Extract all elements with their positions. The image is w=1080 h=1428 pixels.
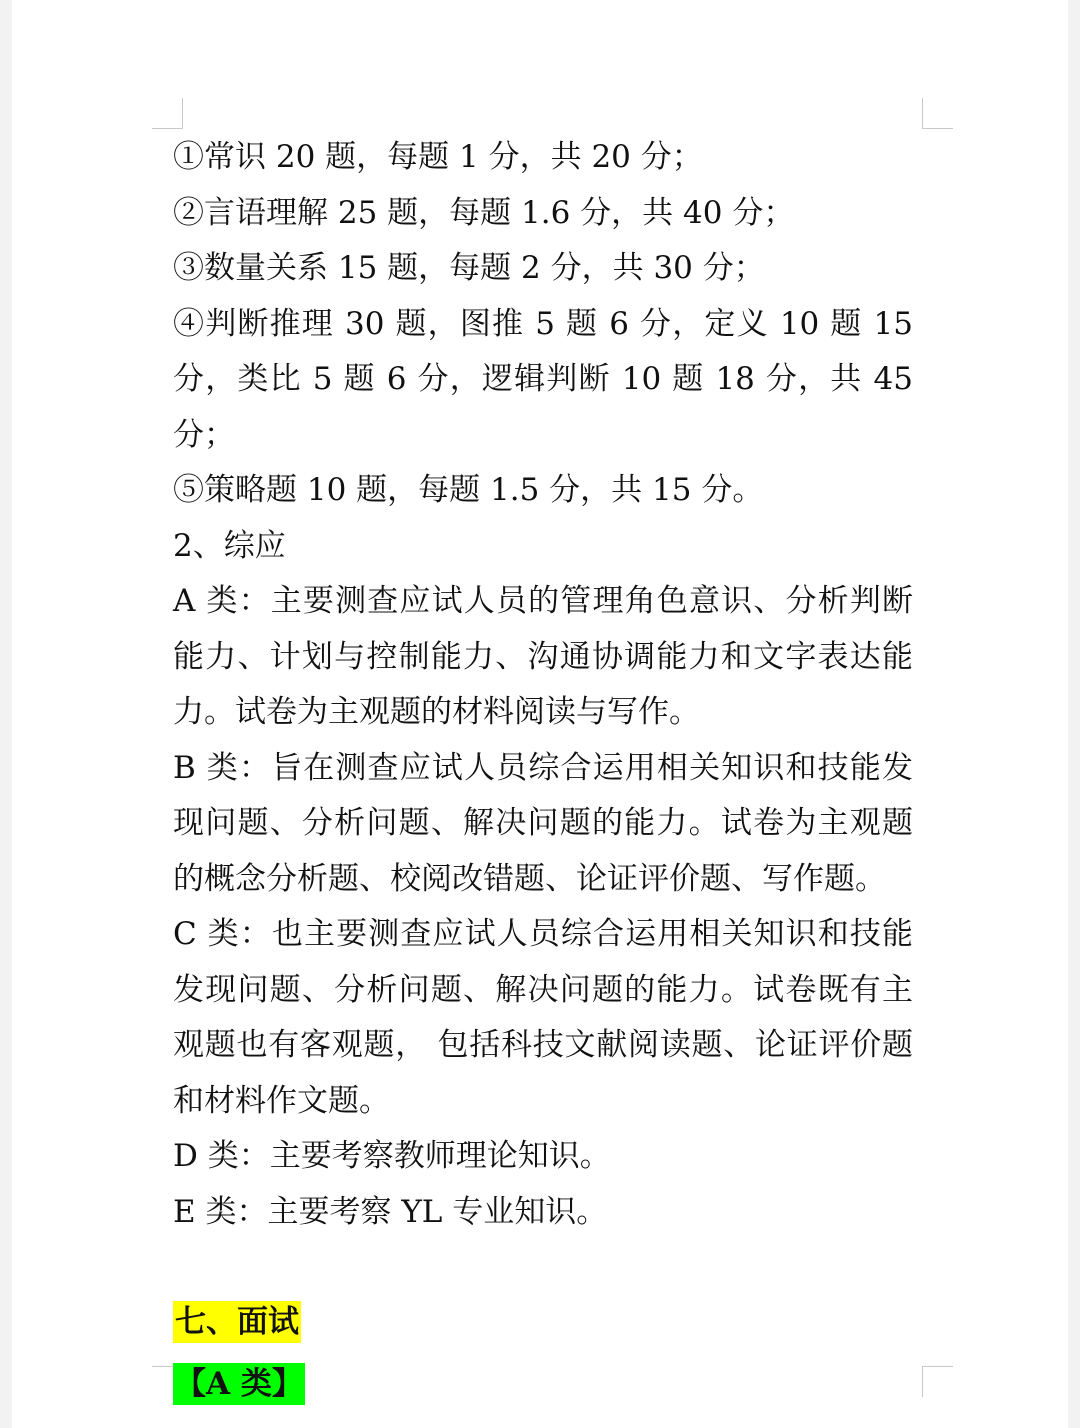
category-b-paragraph: B 类：旨在测查应试人员综合运用相关知识和技能发现问题、分析问题、解决问题的能力。试卷为主观题的概念分析题、校阅改错题、论证评价题、写作题。 <box>173 749 913 897</box>
crop-mark-top-left <box>152 98 183 129</box>
category-d-paragraph: D 类：主要考察教师理论知识。 <box>173 1138 611 1174</box>
interview-subheading-a: 【A 类】 <box>173 1363 305 1405</box>
item-strategy: ⑤策略题 10 题，每题 1.5 分，共 15 分。 <box>173 472 764 508</box>
crop-mark-top-right <box>922 98 953 129</box>
document-body <box>173 130 913 1412</box>
crop-mark-bottom-right <box>922 1366 953 1397</box>
interview-heading: 七、面试 <box>173 1301 301 1343</box>
item-reasoning: ④判断推理 30 题，图推 5 题 6 分，定义 10 题 15 分，类比 5 题 6 分，逻辑判断 10 题 18 分，共 45 分； <box>173 305 913 453</box>
item-verbal: ②言语理解 25 题，每题 1.6 分，共 40 分； <box>173 194 795 231</box>
item-common-sense: ①常识 20 题，每题 1 分，共 20 分； <box>173 139 703 175</box>
blank-line <box>173 1240 913 1295</box>
interview-subheading-row <box>173 1351 913 1413</box>
category-c-paragraph: C 类：也主要测查应试人员综合运用相关知识和技能发现问题、分析问题、解决问题的能力。试卷既有主观题也有客观题， 包括科技文献阅读题、论证评价题和材料作文题。 <box>173 916 913 1119</box>
item-quantitative: ③数量关系 15 题，每题 2 分，共 30 分； <box>173 250 765 286</box>
category-e-paragraph: E 类：主要考察 YL 专业知识。 <box>173 1193 608 1230</box>
section-heading-zongying: 2、综应 <box>173 527 286 564</box>
category-a-paragraph: A 类：主要测查应试人员的管理角色意识、分析判断能力、计划与控制能力、沟通协调能力和文字表达能力。试卷为主观题的材料阅读与写作。 <box>173 583 913 730</box>
interview-heading-row <box>173 1295 913 1351</box>
